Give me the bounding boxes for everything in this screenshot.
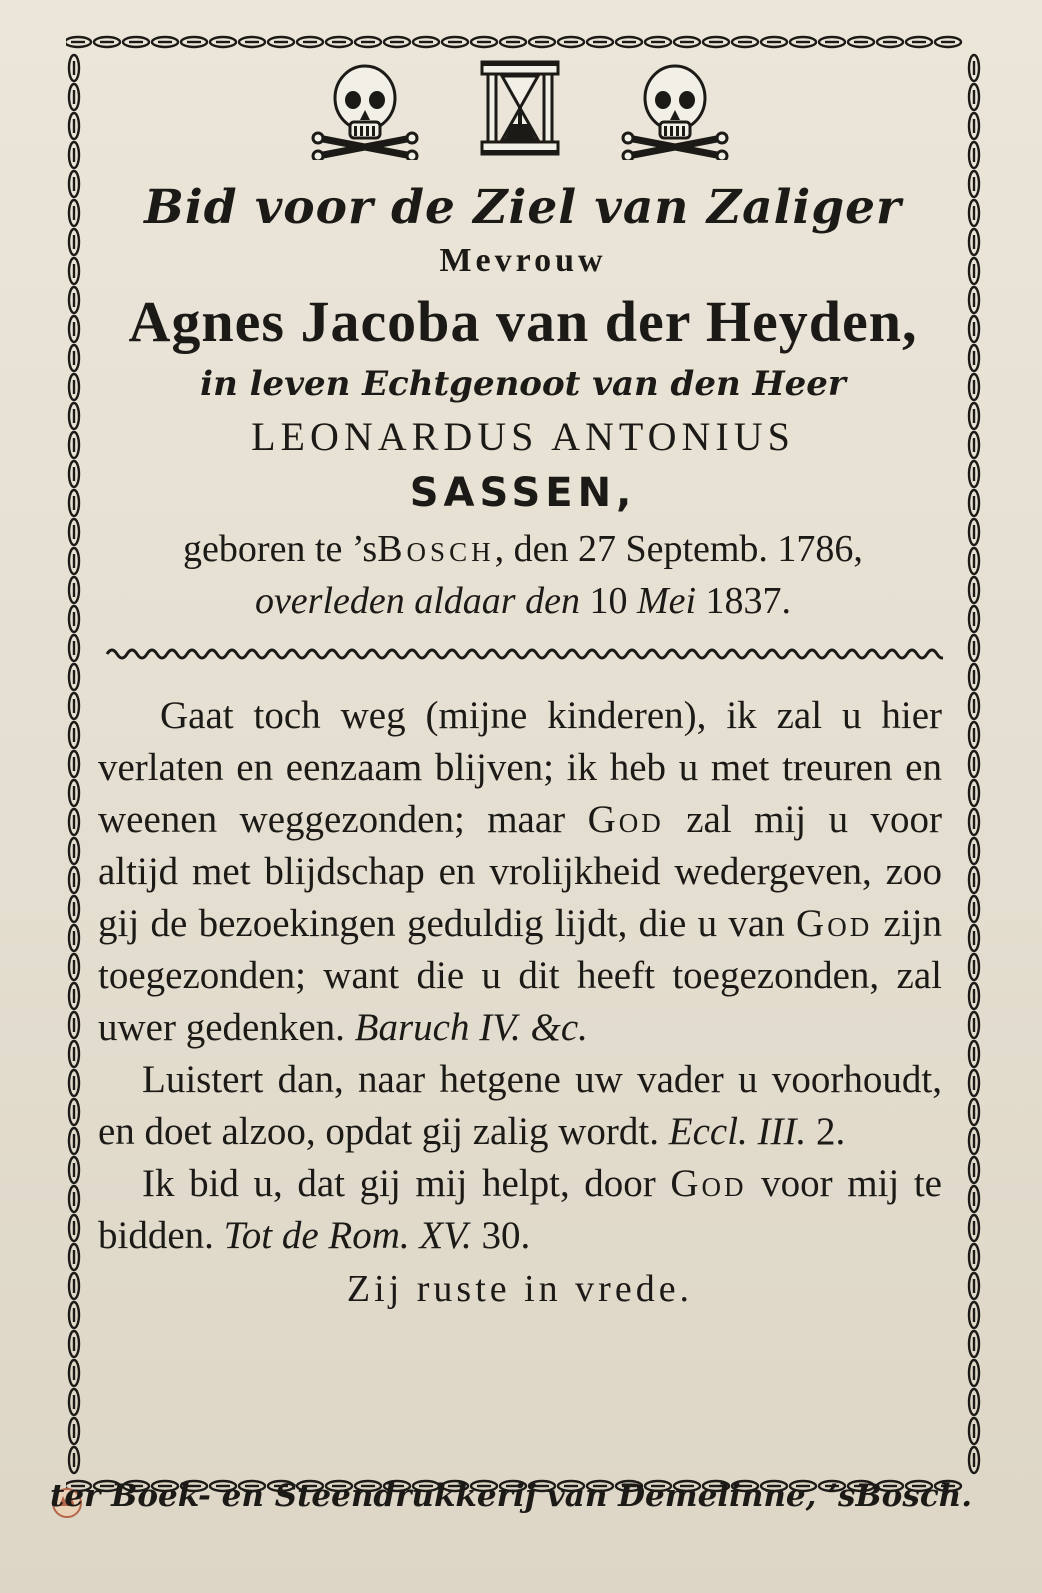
god-word: God	[587, 798, 664, 841]
skull-crossbones-icon	[620, 60, 730, 160]
verse-text: Gaat toch weg (mijne kinderen), ik zal u hier verlaten en eenzaam blijven; ik heb u met treuren en weenen weggezonden; maar	[98, 694, 942, 841]
death-day: 10	[589, 580, 628, 622]
emblem-row	[92, 60, 948, 180]
verse-baruch	[98, 690, 942, 1054]
god-word: God	[796, 902, 873, 945]
verse-number: 2.	[806, 1110, 846, 1153]
deceased-name: Agnes Jacoba van der Heyden,	[128, 289, 918, 354]
birth-prefix: geboren te ’s	[183, 528, 378, 570]
scripture-reference: Baruch IV. &c.	[354, 1006, 588, 1049]
scripture-reference: Tot de Rom. XV.	[223, 1214, 472, 1257]
verse-romans	[98, 1158, 942, 1262]
verse-text: Luistert dan, naar hetgene uw vader u voorhoudt, en doet alzoo, opdat gij zalig wordt.	[98, 1058, 942, 1153]
rest-in-peace: Zij ruste in vrede.	[346, 1268, 694, 1310]
hourglass-icon	[478, 60, 562, 156]
verse-text: zal mij u voor altijd met blijdschap en vrolijkheid wedergeven, zoo gij de bezoekingen geduldig lijdt, die u van	[98, 798, 942, 945]
husband-given-names: LEONARDUS ANTONIUS	[251, 414, 795, 459]
verse-text: voor mij te bidden.	[98, 1162, 942, 1257]
printer-credit: ter Boek- en Steendrukkerij van Demelinne, ’sBosch.	[50, 1478, 973, 1514]
verse-text: Ik bid u, dat gij mij helpt, door	[142, 1162, 671, 1205]
birth-line	[98, 522, 948, 576]
death-month: Mei	[627, 580, 706, 622]
birth-date: , den 27 Septemb. 1786,	[494, 528, 863, 570]
wavy-line	[107, 650, 943, 658]
verse-block	[98, 690, 942, 1316]
scripture-reference: Eccl. III.	[668, 1110, 807, 1153]
spouse-line: in leven Echtgenoot van den Heer	[200, 364, 846, 404]
death-line	[98, 576, 948, 626]
birth-place: Bosch	[377, 528, 495, 570]
intro-line: Bid voor de Ziel van Zaliger	[144, 180, 902, 235]
verse-text: zijn toegezonden; want die u dit heeft toegezonden, zal uwer gedenken.	[98, 902, 942, 1049]
death-prefix: overleden aldaar den	[254, 580, 590, 622]
verse-ecclesiastes	[98, 1054, 942, 1158]
death-year: 1837.	[705, 580, 792, 622]
god-word: God	[670, 1162, 747, 1205]
wavy-divider	[103, 640, 943, 668]
card-content	[98, 60, 948, 1316]
husband-surname: SASSEN,	[409, 470, 637, 516]
title-line: Mevrouw	[439, 242, 607, 279]
skull-crossbones-icon	[310, 60, 420, 160]
verse-number: 30.	[471, 1214, 531, 1257]
